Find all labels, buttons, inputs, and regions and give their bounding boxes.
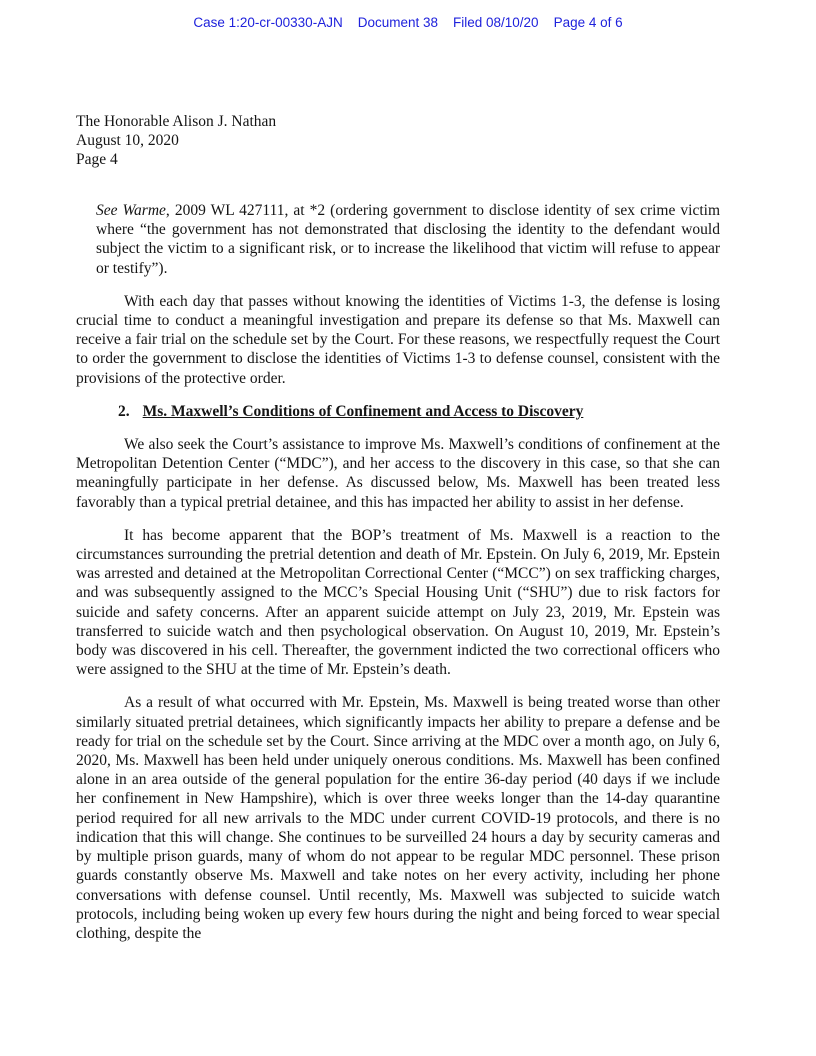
citation-case-name: See Warme	[96, 202, 166, 219]
paragraph-confinement-intro: We also seek the Court’s assistance to improve Ms. Maxwell’s conditions of confinement at the Metropolitan Detention Center (“MDC”), and her access to the discovery in this case, so that she can meaningfully participate in her defense. As discussed below, Ms. Maxwell has been treated less favorably than a typical pretrial detainee, and this has impacted her ability to assist in her defense.	[76, 436, 720, 511]
section-number: 2.	[118, 402, 130, 420]
letter-body	[76, 201, 720, 957]
case-stamp	[0, 15, 816, 30]
letter-date: August 10, 2020	[76, 132, 179, 150]
citation-paragraph	[96, 201, 720, 278]
section-heading	[76, 402, 720, 421]
paragraph-epstein-history: It has become apparent that the BOP’s treatment of Ms. Maxwell is a reaction to the circumstances surrounding the pretrial detention and death of Mr. Epstein. On July 6, 2019, Mr. Epstein was arrested and detained at the Metropolitan Correctional Center (“MCC”) on sex trafficking charges, and was subsequently assigned to the MCC’s Special Housing Unit (“SHU”) due to risk factors for suicide and safety concerns. After an apparent suicide attempt on July 23, 2019, Mr. Epstein was transferred to suicide watch and then psychological observation. On August 10, 2019, Mr. Epstein’s body was discovered in his cell. Thereafter, the government indicted the two correctional officers who were assigned to the SHU at the time of Mr. Epstein’s death.	[76, 526, 720, 679]
paragraph-treatment-worse: As a result of what occurred with Mr. Epstein, Ms. Maxwell is being treated worse than other similarly situated pretrial detainees, which significantly impacts her ability to prepare a defense and be ready for trial on the schedule set by the Court. Since arriving at the MDC over a month ago, on July 6, 2020, Ms. Maxwell has been held under uniquely onerous conditions. Ms. Maxwell has been confined alone in an area outside of the general population for the entire 36-day period (40 days if we include her confinement in New Hampshire), which is over three weeks longer than the 14-day quarantine period required for all new arrivals to the MDC under current COVID-19 protocols, and there is no indication that this will change. She continues to be surveilled 24 hours a day by security cameras and by multiple prison guards, many of whom do not appear to be regular MDC personnel. These prison guards constantly observe Ms. Maxwell and take notes on her every activity, including her phone conversations with defense counsel. Until recently, Ms. Maxwell was subjected to suicide watch protocols, including being woken up every few hours during the night and being forced to wear special clothing, despite the	[76, 694, 720, 942]
recipient-block	[76, 112, 276, 170]
paragraph-identities-request: With each day that passes without knowing the identities of Victims 1-3, the defense is losing crucial time to conduct a meaningful investigation and prepare its defense so that Ms. Maxwell can receive a fair trial on the schedule set by the Court. For these reasons, we respectfully request the Court to order the government to disclose the identities of Victims 1-3 to defense counsel, consistent with the provisions of the protective order.	[76, 292, 720, 387]
letter-page-label: Page 4	[76, 151, 118, 169]
stamp-document-number: Document 38	[357, 15, 438, 30]
stamp-filed-date: Filed 08/10/20	[453, 15, 539, 30]
stamp-page-number: Page 4 of 6	[553, 15, 623, 30]
recipient-name: The Honorable Alison J. Nathan	[76, 113, 277, 130]
citation-text: , 2009 WL 427111, at *2 (ordering government to disclose identity of sex crime victim where “the government has not demonstrated that disclosing the identity to the defendant would subject the victim to a significant risk, or to increase the likelihood that victim will refuse to appear or testify”).	[96, 202, 721, 277]
stamp-case-number: Case 1:20-cr-00330-AJN	[193, 15, 343, 30]
section-title: Ms. Maxwell’s Conditions of Confinement and Access to Discovery	[142, 402, 584, 420]
